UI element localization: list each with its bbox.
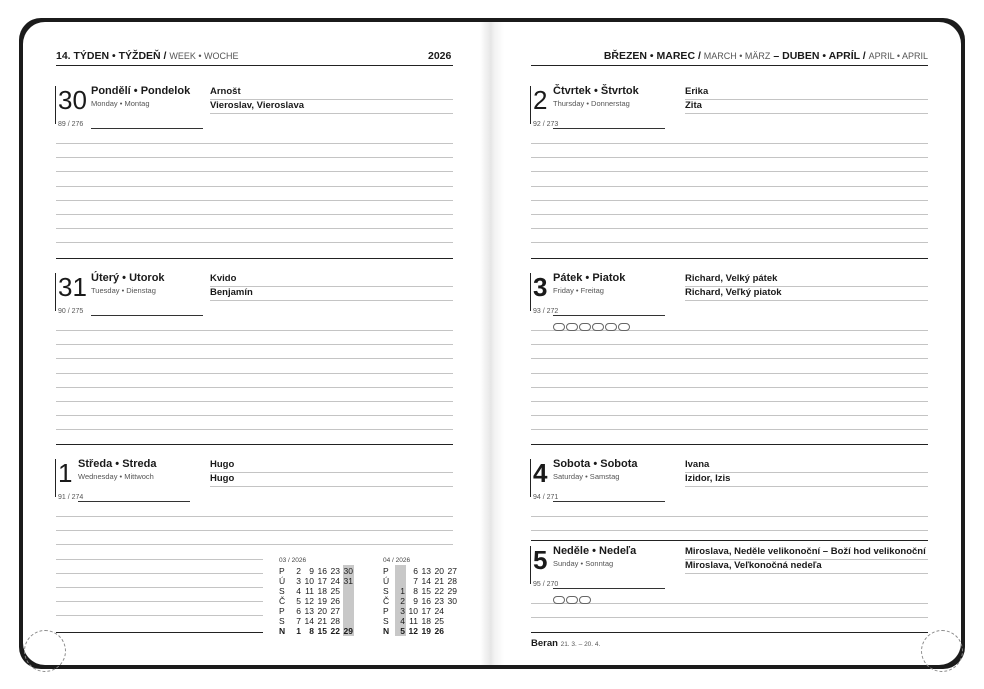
writing-line [531, 358, 928, 359]
calendar-day: 13 [421, 566, 431, 576]
calendar-day: 23 [434, 596, 444, 606]
nameday: Hugo [210, 473, 235, 484]
calendar-day: 11 [305, 586, 314, 596]
writing-line [56, 559, 263, 560]
day-end-rule [531, 540, 928, 541]
day-name: Pondělí • Pondelok [91, 85, 191, 97]
writing-line [56, 373, 453, 374]
calendar-day: 16 [421, 596, 431, 606]
calendar-day: 11 [409, 616, 418, 626]
name-rule [210, 113, 453, 114]
calendar-day: 19 [421, 626, 431, 636]
calendar-day: 20 [317, 606, 327, 616]
writing-line [531, 344, 928, 345]
day-number: 1 [58, 458, 73, 488]
page-gutter [480, 22, 504, 665]
event-badge-icon [605, 323, 617, 331]
weekday-label: P [279, 606, 285, 616]
week-label: 14. TÝDEN • TÝŽDEŇ / [56, 50, 167, 62]
writing-line [531, 330, 928, 331]
name-rule [210, 486, 453, 487]
calendar-day: 26 [434, 626, 444, 636]
calendar-day: 10 [304, 576, 314, 586]
calendar-day: 15 [421, 586, 431, 596]
name-rule [210, 300, 453, 301]
writing-line [56, 171, 453, 172]
calendar-day: 9 [309, 566, 314, 576]
day-underline [91, 128, 203, 129]
calendar-day: 1 [400, 586, 405, 596]
calendar-day: 7 [296, 616, 301, 626]
nameday: Hugo [210, 459, 235, 470]
weekday-label: S [383, 586, 389, 596]
writing-line [56, 530, 453, 531]
day-number: 30 [58, 85, 87, 115]
calendar-day: 6 [296, 606, 301, 616]
calendar-day: 18 [421, 616, 431, 626]
mini-calendar-march [279, 557, 369, 637]
day-end-rule [56, 258, 453, 259]
writing-line [531, 516, 928, 517]
event-badge-icon [566, 323, 578, 331]
event-icons [553, 318, 631, 326]
writing-line [56, 587, 263, 588]
calendar-day: 27 [447, 566, 457, 576]
calendar-day: 5 [296, 596, 301, 606]
writing-line [56, 344, 453, 345]
nameday: Kvido [210, 273, 237, 284]
calendar-day: 31 [343, 576, 353, 586]
writing-line [531, 214, 928, 215]
nameday: Miroslava, Neděle velikonoční – Boží hod velikonoční [685, 546, 926, 557]
day-of-year: 90 / 275 [58, 308, 84, 315]
writing-line [56, 200, 453, 201]
calendar-day: 30 [343, 566, 353, 576]
calendar-day: 4 [296, 586, 301, 596]
day-of-year: 95 / 270 [533, 581, 559, 588]
day-name: Pátek • Piatok [553, 272, 626, 284]
calendar-day: 26 [330, 596, 340, 606]
writing-line [531, 401, 928, 402]
day-underline [553, 588, 665, 589]
month1-label: BŘEZEN • MAREC / [603, 50, 701, 62]
writing-line [531, 171, 928, 172]
calendar-day: 29 [447, 586, 457, 596]
weekday-label: Ú [279, 576, 286, 586]
writing-line [56, 544, 453, 545]
calendar-day: 30 [447, 596, 457, 606]
writing-line [531, 530, 928, 531]
day-of-year: 92 / 273 [533, 121, 559, 128]
calendar-day: 18 [317, 586, 327, 596]
writing-line [531, 200, 928, 201]
day-sub: Thursday • Donnerstag [553, 99, 630, 108]
event-badge-icon [553, 323, 565, 331]
corner-left [24, 630, 66, 672]
writing-line [531, 415, 928, 416]
month1-sub: MARCH • MÄRZ [703, 51, 771, 61]
name-rule [685, 99, 928, 100]
month2-sub: APRIL • APRIL [868, 51, 928, 61]
day-divider [530, 86, 531, 124]
zodiac-footer [531, 638, 600, 649]
calendar-day: 2 [400, 596, 405, 606]
weekday-label: S [383, 616, 389, 626]
day-sub: Wednesday • Mittwoch [78, 472, 154, 481]
event-badge-icon [553, 596, 565, 604]
header-rule-left [56, 65, 453, 66]
header-rule-right [531, 65, 928, 66]
writing-line [56, 358, 453, 359]
writing-line [56, 157, 453, 158]
day-name: Sobota • Sobota [553, 458, 638, 470]
writing-line [531, 186, 928, 187]
calendar-day: 2 [296, 566, 301, 576]
writing-line [56, 330, 453, 331]
calendar-day: 6 [413, 566, 418, 576]
zodiac-dates: 21. 3. – 20. 4. [560, 641, 601, 648]
day-underline [553, 315, 665, 316]
day-number: 31 [58, 272, 87, 302]
day-divider [530, 546, 531, 584]
calendar-day: 3 [296, 576, 301, 586]
writing-line [531, 157, 928, 158]
event-badge-icon [579, 596, 591, 604]
writing-line [56, 387, 453, 388]
writing-line [531, 387, 928, 388]
writing-line [531, 617, 928, 618]
day-number: 2 [533, 85, 548, 115]
day-underline [78, 501, 190, 502]
day-sub: Tuesday • Dienstag [91, 286, 156, 295]
weekday-label: S [279, 616, 285, 626]
writing-line [56, 601, 263, 602]
name-rule [685, 573, 928, 574]
day-end-rule [531, 632, 928, 633]
event-badge-icon [579, 323, 591, 331]
day-number: 3 [533, 272, 548, 302]
mini-calendar-title: 04 / 2026 [383, 557, 411, 564]
day-number: 5 [533, 545, 548, 575]
year-label: 2026 [428, 50, 452, 62]
nameday: Richard, Veľký piatok [685, 287, 782, 298]
name-rule [210, 286, 453, 287]
month-dash: – [773, 50, 780, 62]
weekday-label: N [279, 626, 286, 636]
name-rule [685, 486, 928, 487]
name-rule [210, 472, 453, 473]
calendar-day: 22 [330, 626, 340, 636]
nameday: Arnošt [210, 86, 241, 97]
writing-line [531, 603, 928, 604]
writing-line [56, 242, 453, 243]
nameday: Miroslava, Veľkonočná nedeľa [685, 560, 822, 571]
nameday: Benjamín [210, 287, 253, 298]
event-badge-icon [618, 323, 630, 331]
writing-line [56, 429, 453, 430]
calendar-day: 29 [343, 626, 353, 636]
calendar-day: 24 [434, 606, 444, 616]
day-of-year: 93 / 272 [533, 308, 559, 315]
day-of-year: 91 / 274 [58, 494, 84, 501]
writing-line [56, 143, 453, 144]
name-rule [685, 286, 928, 287]
month-header [604, 50, 928, 62]
day-end-rule [56, 632, 263, 633]
calendar-day: 9 [413, 596, 418, 606]
writing-line [56, 573, 263, 574]
calendar-day: 25 [434, 616, 444, 626]
calendar-day: 21 [434, 576, 444, 586]
calendar-day: 20 [434, 566, 444, 576]
calendar-day: 7 [413, 576, 418, 586]
day-end-rule [531, 258, 928, 259]
event-icons [553, 591, 592, 599]
month2-label: DUBEN • APRÍL / [782, 50, 866, 62]
day-sub: Monday • Montag [91, 99, 150, 108]
nameday: Zita [685, 100, 702, 111]
week-header [56, 50, 239, 62]
nameday: Erika [685, 86, 709, 97]
weekday-label: Č [279, 596, 286, 606]
day-end-rule [531, 444, 928, 445]
calendar-day: 28 [330, 616, 340, 626]
weekday-label: S [279, 586, 285, 596]
corner-right [921, 630, 963, 672]
zodiac-sign: Beran [531, 638, 558, 649]
calendar-day: 8 [413, 586, 418, 596]
calendar-day: 8 [309, 626, 314, 636]
day-end-rule [56, 444, 453, 445]
writing-line [531, 143, 928, 144]
day-underline [91, 315, 203, 316]
day-divider [55, 273, 56, 311]
calendar-day: 4 [400, 616, 405, 626]
day-name: Středa • Streda [78, 458, 157, 470]
writing-line [56, 214, 453, 215]
calendar-day: 23 [330, 566, 340, 576]
calendar-day: 5 [400, 626, 405, 636]
name-rule [210, 99, 453, 100]
nameday: Ivana [685, 459, 710, 470]
weekday-label: P [383, 606, 389, 616]
writing-line [56, 228, 453, 229]
weekday-label: P [279, 566, 285, 576]
day-underline [553, 501, 665, 502]
nameday: Izidor, Izis [685, 473, 731, 484]
nameday: Richard, Velký pátek [685, 273, 778, 284]
calendar-day: 28 [447, 576, 457, 586]
writing-line [56, 186, 453, 187]
calendar-day: 17 [317, 576, 327, 586]
calendar-day: 12 [408, 626, 418, 636]
mini-calendar-april [383, 557, 473, 637]
calendar-day: 22 [434, 586, 444, 596]
week-sub: WEEK • WOCHE [169, 51, 239, 61]
calendar-day: 14 [421, 576, 431, 586]
day-name: Neděle • Nedeľa [553, 545, 637, 557]
calendar-day: 27 [330, 606, 340, 616]
calendar-day: 19 [317, 596, 327, 606]
calendar-day: 10 [408, 606, 418, 616]
calendar-day: 25 [330, 586, 340, 596]
name-rule [685, 559, 928, 560]
calendar-day: 21 [317, 616, 327, 626]
day-name: Úterý • Utorok [91, 272, 165, 284]
event-badge-icon [592, 323, 604, 331]
writing-line [56, 401, 453, 402]
writing-line [56, 415, 453, 416]
mini-calendar-title: 03 / 2026 [279, 557, 307, 564]
name-rule [685, 113, 928, 114]
day-divider [530, 459, 531, 497]
calendar-day: 24 [330, 576, 340, 586]
event-badge-icon [566, 596, 578, 604]
writing-line [531, 242, 928, 243]
day-sub: Saturday • Samstag [553, 472, 620, 481]
weekday-label: N [383, 626, 390, 636]
writing-line [56, 615, 263, 616]
name-rule [685, 300, 928, 301]
writing-line [56, 516, 453, 517]
writing-line [531, 429, 928, 430]
calendar-day: 16 [317, 566, 327, 576]
day-of-year: 89 / 276 [58, 121, 84, 128]
day-sub: Friday • Freitag [553, 286, 604, 295]
calendar-day: 1 [296, 626, 301, 636]
day-name: Čtvrtek • Štvrtok [553, 85, 639, 97]
calendar-day: 15 [317, 626, 327, 636]
day-number: 4 [533, 458, 548, 488]
day-of-year: 94 / 271 [533, 494, 559, 501]
calendar-day: 3 [400, 606, 405, 616]
weekday-label: Ú [383, 576, 390, 586]
weekday-label: P [383, 566, 389, 576]
calendar-day: 13 [304, 606, 314, 616]
nameday: Vieroslav, Vieroslava [210, 100, 305, 111]
calendar-day: 14 [304, 616, 314, 626]
day-divider [55, 459, 56, 497]
day-divider [530, 273, 531, 311]
day-underline [553, 128, 665, 129]
calendar-day: 12 [304, 596, 314, 606]
weekday-label: Č [383, 596, 390, 606]
name-rule [685, 472, 928, 473]
calendar-day: 17 [421, 606, 431, 616]
day-sub: Sunday • Sonntag [553, 559, 614, 568]
writing-line [531, 228, 928, 229]
writing-line [531, 373, 928, 374]
day-divider [55, 86, 56, 124]
